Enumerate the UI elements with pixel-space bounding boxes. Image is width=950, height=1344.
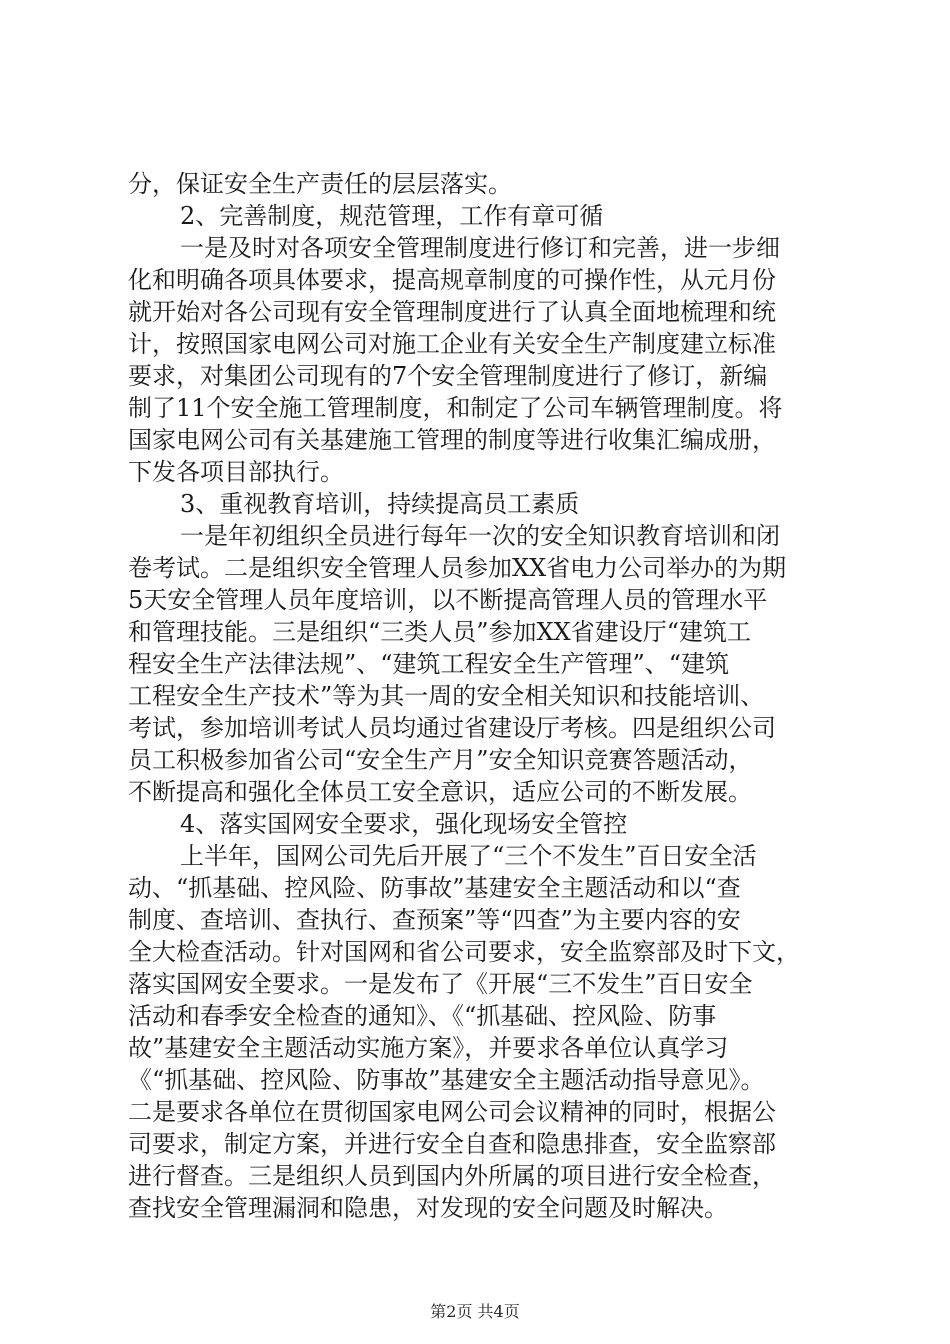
text-line: 化和明确各项具体要求，提高规章制度的可操作性，从元月份 (128, 266, 776, 294)
text-line: 不断提高和强化全体员工安全意识，适应公司的不断发展。 (128, 778, 752, 806)
text-line: 二是要求各单位在贯彻国家电网公司会议精神的同时，根据公 (128, 1098, 776, 1126)
text-line: 4、落实国网安全要求，强化现场安全管控 (180, 810, 628, 838)
text-line: 上半年，国网公司先后开展了“三个不发生”百日安全活 (180, 842, 757, 870)
text-line: 司要求，制定方案，并进行安全自查和隐患排查，安全监察部 (128, 1130, 776, 1158)
text-line: 程安全生产法律法规”、“建筑工程安全生产管理”、“建筑 (128, 650, 730, 678)
text-line: 下发各项目部执行。 (128, 458, 344, 486)
text-line: 活动和春季安全检查的通知》、《“抓基础、控风险、防事 (128, 1002, 717, 1030)
page-footer: 第2页 共4页 (430, 1302, 520, 1321)
text-line: 计，按照国家电网公司对施工企业有关安全生产制度建立标准 (128, 330, 776, 358)
text-line: 卷考试。二是组织安全管理人员参加XX省电力公司举办的为期 (128, 554, 787, 582)
text-line: 一是及时对各项安全管理制度进行修订和完善，进一步细 (180, 234, 780, 262)
text-line: 查找安全管理漏洞和隐患，对发现的安全问题及时解决。 (128, 1194, 728, 1222)
text-line: 国家电网公司有关基建施工管理的制度等进行收集汇编成册， (128, 426, 776, 454)
text-line: 全大检查活动。针对国网和省公司要求，安全监察部及时下文， (128, 938, 800, 966)
text-line: 分，保证安全生产责任的层层落实。 (128, 170, 512, 198)
text-line: 就开始对各公司现有安全管理制度进行了认真全面地梳理和统 (128, 298, 776, 326)
text-line: 落实国网安全要求。一是发布了《开展“三不发生”百日安全 (128, 970, 753, 998)
text-line: 制度、查培训、查执行、查预案”等“四查”为主要内容的安 (128, 906, 741, 934)
text-line: 员工积极参加省公司“安全生产月”安全知识竞赛答题活动， (128, 746, 753, 774)
text-line: 5天安全管理人员年度培训，以不断提高管理人员的管理水平 (128, 586, 768, 614)
text-line: 考试，参加培训考试人员均通过省建设厅考核。四是组织公司 (128, 714, 776, 742)
text-line: 进行督查。三是组织人员到国内外所属的项目进行安全检查， (128, 1162, 776, 1190)
text-line: 《“抓基础、控风险、防事故”基建安全主题活动指导意见》。 (128, 1066, 765, 1094)
text-line: 制了11个安全施工管理制度，和制定了公司车辆管理制度。将 (128, 394, 783, 422)
text-line: 故”基建安全主题活动实施方案》，并要求各单位认真学习 (128, 1034, 729, 1062)
text-line: 3、重视教育培训，持续提高员工素质 (180, 490, 580, 518)
text-line: 一是年初组织全员进行每年一次的安全知识教育培训和闭 (180, 522, 780, 550)
text-line: 工程安全生产技术”等为其一周的安全相关知识和技能培训、 (128, 682, 765, 710)
text-line: 要求，对集团公司现有的7个安全管理制度进行了修订，新编 (128, 362, 768, 390)
text-line: 和管理技能。三是组织“三类人员”参加XX省建设厅“建筑工 (128, 618, 751, 646)
document-body (128, 168, 828, 1224)
text-line: 2、完善制度，规范管理，工作有章可循 (180, 202, 604, 230)
text-line: 动、“抓基础、控风险、防事故”基建安全主题活动和以“查 (128, 874, 741, 902)
